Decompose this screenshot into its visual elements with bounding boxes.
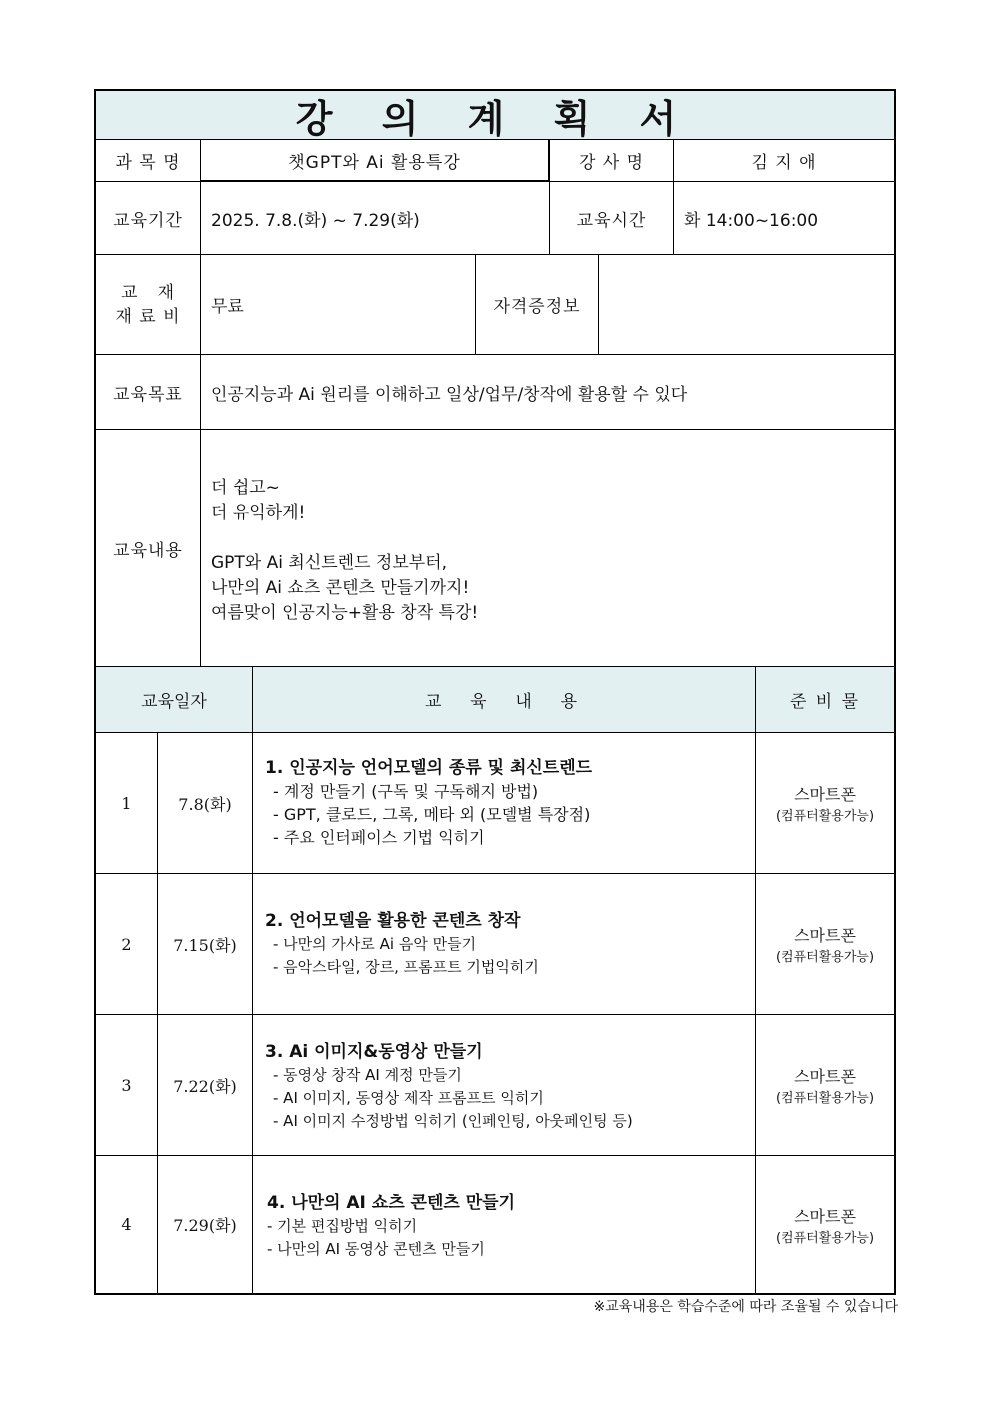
session-number: 2 (96, 874, 158, 1015)
session-item: - 나만의 AI 동영상 콘텐츠 만들기 (267, 1240, 485, 1258)
schedule-date-header: 교육일자 (96, 667, 253, 733)
session-number: 3 (96, 1015, 158, 1156)
time-value: 화 14:00~16:00 (674, 182, 894, 255)
session-materials (756, 874, 894, 1015)
session-content (253, 1156, 756, 1293)
content-intro (201, 430, 894, 667)
session-date: 7.22(화) (158, 1015, 253, 1156)
session-materials (756, 1156, 894, 1293)
session-title: 1. 인공지능 언어모델의 종류 및 최신트렌드 (265, 758, 593, 778)
content-line: 더 유익하게! (211, 503, 306, 523)
session-item: - 계정 만들기 (구독 및 구독해지 방법) (273, 782, 539, 801)
schedule-content-header: 교 육 내 용 (253, 667, 756, 733)
instructor-label: 강 사 명 (550, 140, 674, 182)
cert-value (599, 255, 894, 355)
session-content (253, 733, 756, 874)
material-note: (컴퓨터활용가능) (775, 950, 875, 965)
material-note: (컴퓨터활용가능) (775, 809, 875, 824)
session-item: - AI 이미지 수정방법 익히기 (인페인팅, 아웃페인팅 등) (273, 1112, 633, 1130)
material-name: 스마트폰 (794, 785, 856, 804)
goal-label: 교육목표 (96, 355, 201, 430)
session-item: - AI 이미지, 동영상 제작 프롬프트 익히기 (273, 1089, 544, 1107)
material-note: (컴퓨터활용가능) (775, 1091, 875, 1106)
session-item: - 동영상 창작 AI 계정 만들기 (273, 1066, 462, 1084)
subject-label: 과 목 명 (96, 140, 201, 182)
session-date: 7.29(화) (158, 1156, 253, 1293)
instructor-value: 김 지 애 (674, 140, 894, 182)
fee-label (96, 255, 201, 355)
fee-label-line2: 재 료 비 (115, 306, 181, 327)
content-line: 더 쉽고~ (211, 478, 280, 498)
period-label: 교육기간 (96, 182, 201, 255)
subject-value: 챗GPT와 Ai 활용특강 (201, 140, 550, 182)
session-number: 1 (96, 733, 158, 874)
footnote: ※교육내용은 학습수준에 따라 조율될 수 있습니다 (593, 1299, 898, 1315)
session-item: - 기본 편집방법 익히기 (267, 1217, 418, 1235)
schedule-materials-header: 준 비 물 (756, 667, 894, 733)
material-name: 스마트폰 (794, 1067, 856, 1086)
session-date: 7.15(화) (158, 874, 253, 1015)
session-materials (756, 1015, 894, 1156)
cert-label: 자격증정보 (476, 255, 599, 355)
content-line: GPT와 Ai 최신트렌드 정보부터, (211, 553, 447, 573)
session-date: 7.8(화) (158, 733, 253, 874)
session-item: - 음악스타일, 장르, 프롬프트 기법익히기 (273, 958, 539, 976)
material-name: 스마트폰 (794, 926, 856, 945)
session-title: 2. 언어모델을 활용한 콘텐츠 창작 (265, 911, 521, 931)
session-item: - 주요 인터페이스 기법 익히기 (273, 828, 485, 847)
session-title: 3. Ai 이미지&동영상 만들기 (265, 1042, 483, 1062)
session-materials (756, 733, 894, 874)
session-title: 4. 나만의 AI 쇼츠 콘텐츠 만들기 (267, 1193, 516, 1213)
session-item: - 나만의 가사로 Ai 음악 만들기 (273, 935, 477, 953)
time-label: 교육시간 (550, 182, 674, 255)
session-item: - GPT, 클로드, 그록, 메타 외 (모델별 특장점) (273, 805, 591, 824)
session-number: 4 (96, 1156, 158, 1293)
period-value: 2025. 7.8.(화) ~ 7.29(화) (201, 182, 550, 255)
content-label: 교육내용 (96, 430, 201, 667)
goal-value: 인공지능과 Ai 원리를 이해하고 일상/업무/창작에 활용할 수 있다 (201, 355, 894, 430)
fee-value: 무료 (201, 255, 476, 355)
session-content (253, 874, 756, 1015)
content-line: 나만의 Ai 쇼츠 콘텐츠 만들기까지! (211, 578, 470, 598)
content-line-blank (211, 526, 894, 551)
fee-label-line1: 교 재 (120, 282, 176, 303)
content-line: 여름맞이 인공지능+활용 창작 특강! (211, 603, 479, 623)
material-name: 스마트폰 (794, 1206, 856, 1226)
page-title: 강 의 계 획 서 (96, 91, 894, 140)
material-note: (컴퓨터활용가능) (775, 1230, 875, 1246)
lecture-plan-table (94, 89, 896, 1295)
session-content (253, 1015, 756, 1156)
